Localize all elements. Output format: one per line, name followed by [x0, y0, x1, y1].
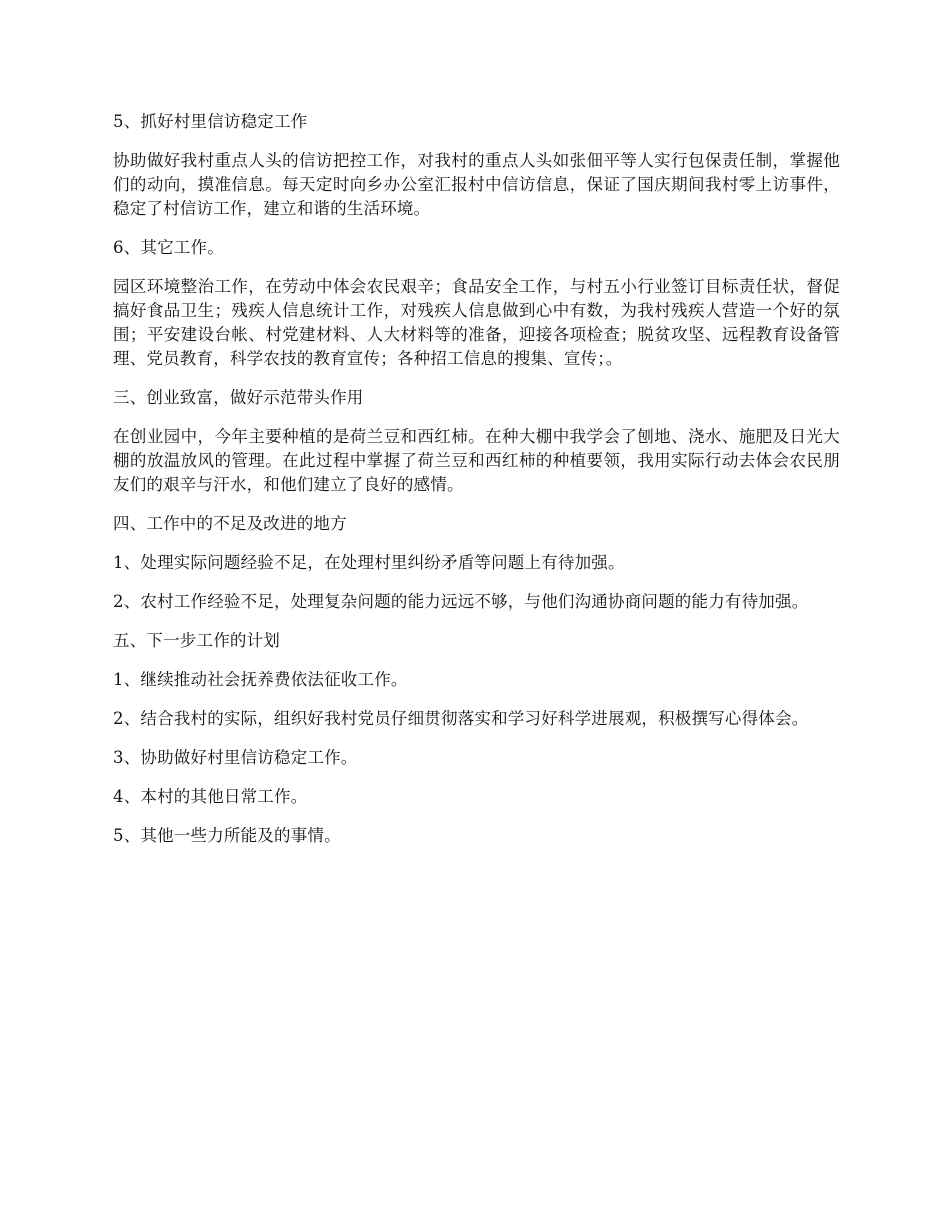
paragraph-other-work: 园区环境整治工作，在劳动中体会农民艰辛；食品安全工作，与村五小行业签订目标责任状，督促搞好食品卫生；残疾人信息统计工作，对残疾人信息做到心中有数，为我村残疾人营造一个好的氛围；平安建设台帐、村党建材料、人大材料等的准备，迎接各项检查；脱贫攻坚、远程教育设备管理、党员教育，科学农技的教育宣传；各种招工信息的搜集、宣传；。 — [113, 277, 840, 368]
section-heading-shortcomings: 四、工作中的不足及改进的地方 — [113, 514, 347, 533]
paragraph-petition-work: 协助做好我村重点人头的信访把控工作，对我村的重点人头如张佃平等人实行包保责任制，掌握他们的动向，摸准信息。每天定时向乡办公室汇报村中信访信息，保证了国庆期间我村零上访事件，稳定了村信访工作，建立和谐的生活环境。 — [113, 151, 840, 218]
list-item-plan-1: 1、继续推动社会抚养费依法征收工作。 — [113, 670, 408, 689]
section-heading-petition-work: 5、抓好村里信访稳定工作 — [113, 112, 308, 131]
list-item-plan-4: 4、本村的其他日常工作。 — [113, 787, 308, 806]
paragraph-entrepreneurship: 在创业园中，今年主要种植的是荷兰豆和西红柿。在种大棚中我学会了刨地、浇水、施肥及日光大棚的放温放风的管理。在此过程中掌握了荷兰豆和西红柿的种植要领，我用实际行动去体会农民朋友们的艰辛与汗水，和他们建立了良好的感情。 — [113, 427, 840, 494]
section-heading-next-plan: 五、下一步工作的计划 — [113, 631, 280, 650]
section-heading-other-work: 6、其它工作。 — [113, 238, 224, 257]
document-body — [113, 110, 840, 863]
list-item-shortcoming-1: 1、处理实际问题经验不足，在处理村里纠纷矛盾等问题上有待加强。 — [113, 553, 625, 572]
section-heading-entrepreneurship: 三、创业致富，做好示范带头作用 — [113, 388, 364, 407]
list-item-shortcoming-2: 2、农村工作经验不足，处理复杂问题的能力远远不够，与他们沟通协商问题的能力有待加强。 — [113, 592, 809, 611]
list-item-plan-2: 2、结合我村的实际，组织好我村党员仔细贯彻落实和学习好科学进展观，积极撰写心得体会。 — [113, 709, 809, 728]
list-item-plan-3: 3、协助做好村里信访稳定工作。 — [113, 748, 358, 767]
list-item-plan-5: 5、其他一些力所能及的事情。 — [113, 826, 341, 845]
